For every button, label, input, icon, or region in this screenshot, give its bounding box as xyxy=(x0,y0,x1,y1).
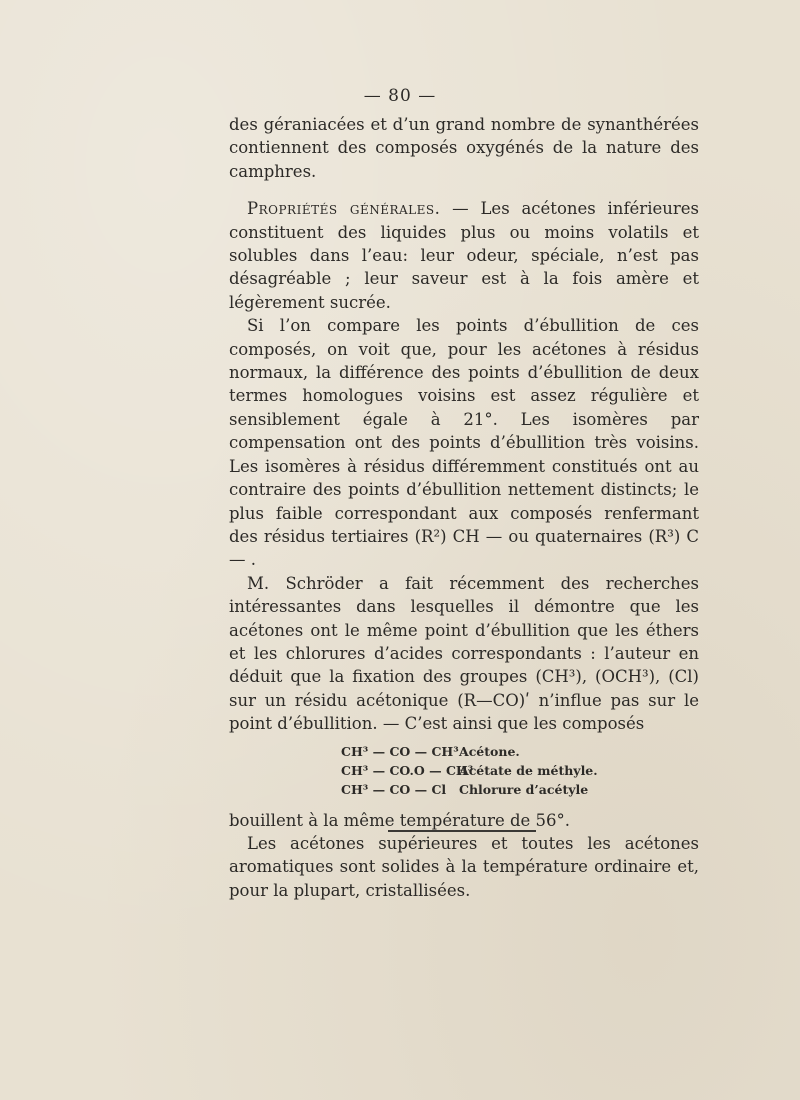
paragraph-2 xyxy=(229,197,699,314)
paragraph-2-body: — Les acétones inférieures constituent des liquides plus ou moins volatils et solubles dans l’eau: leur odeur, spéciale, n’est pas désagréable ; leur saveur est à la fois amère et légèrement sucrée. xyxy=(229,199,699,312)
paragraph-5: bouillent à la même température de 56°. xyxy=(229,810,571,830)
paragraph-3: Si l’on compare les points d’ébullition de ces composés, on voit que, pour les acétones à résidus normaux, la différence des points d’ébullition de deux termes homologues voisins est assez régulière et sensiblement égale à 21°. Les isomères par compensation ont des points d’ébullition très voisins. Les isomères à résidus différemment constitués ont au contraire des points d’ébullition nettement distincts; le plus faible correspondant aux composés renfermant des résidus tertiaires (R²) CH — ou quaternaires (R³) C — . xyxy=(229,316,699,570)
formula-row xyxy=(341,780,699,799)
formula-name: Acétate de méthyle. xyxy=(459,762,598,778)
formula-name: Chlorure d’acétyle xyxy=(459,781,589,797)
formula-expression: CH³ — CO — Cl xyxy=(341,781,447,797)
formula-expression: CH³ — CO — CH³ xyxy=(341,743,459,759)
body-text xyxy=(229,113,699,902)
formula-row xyxy=(341,761,699,780)
section-heading: Propriétés générales. xyxy=(247,199,441,219)
end-rule xyxy=(388,830,536,832)
paragraph-1: des géraniacées et d’un grand nombre de synanthérées contiennent des composés oxygénés de la nature des camphres. xyxy=(229,115,699,181)
paragraph-4: M. Schröder a fait récemment des recherches intéressantes dans lesquelles il démontre que les acétones ont le même point d’ébullition que les éthers et les chlorures d’acides correspondants : l’auteur en déduit que la fixation des groupes (CH³), (OCH³), (Cl) sur un résidu acétonique (R—CO)ʹ n’influe pas sur le point d’ébullition. — C’est ainsi que les composés xyxy=(229,573,699,734)
page-number: — 80 — xyxy=(363,86,437,106)
formula-row xyxy=(341,742,699,761)
formula-expression: CH³ — CO.O — CH³ xyxy=(341,762,474,778)
formula-name: Acétone. xyxy=(459,743,520,759)
paragraph-6: Les acétones supérieures et toutes les acétones aromatiques sont solides à la température ordinaire et, pour la plupart, cristallisées. xyxy=(229,833,699,900)
formula-list xyxy=(341,742,699,799)
